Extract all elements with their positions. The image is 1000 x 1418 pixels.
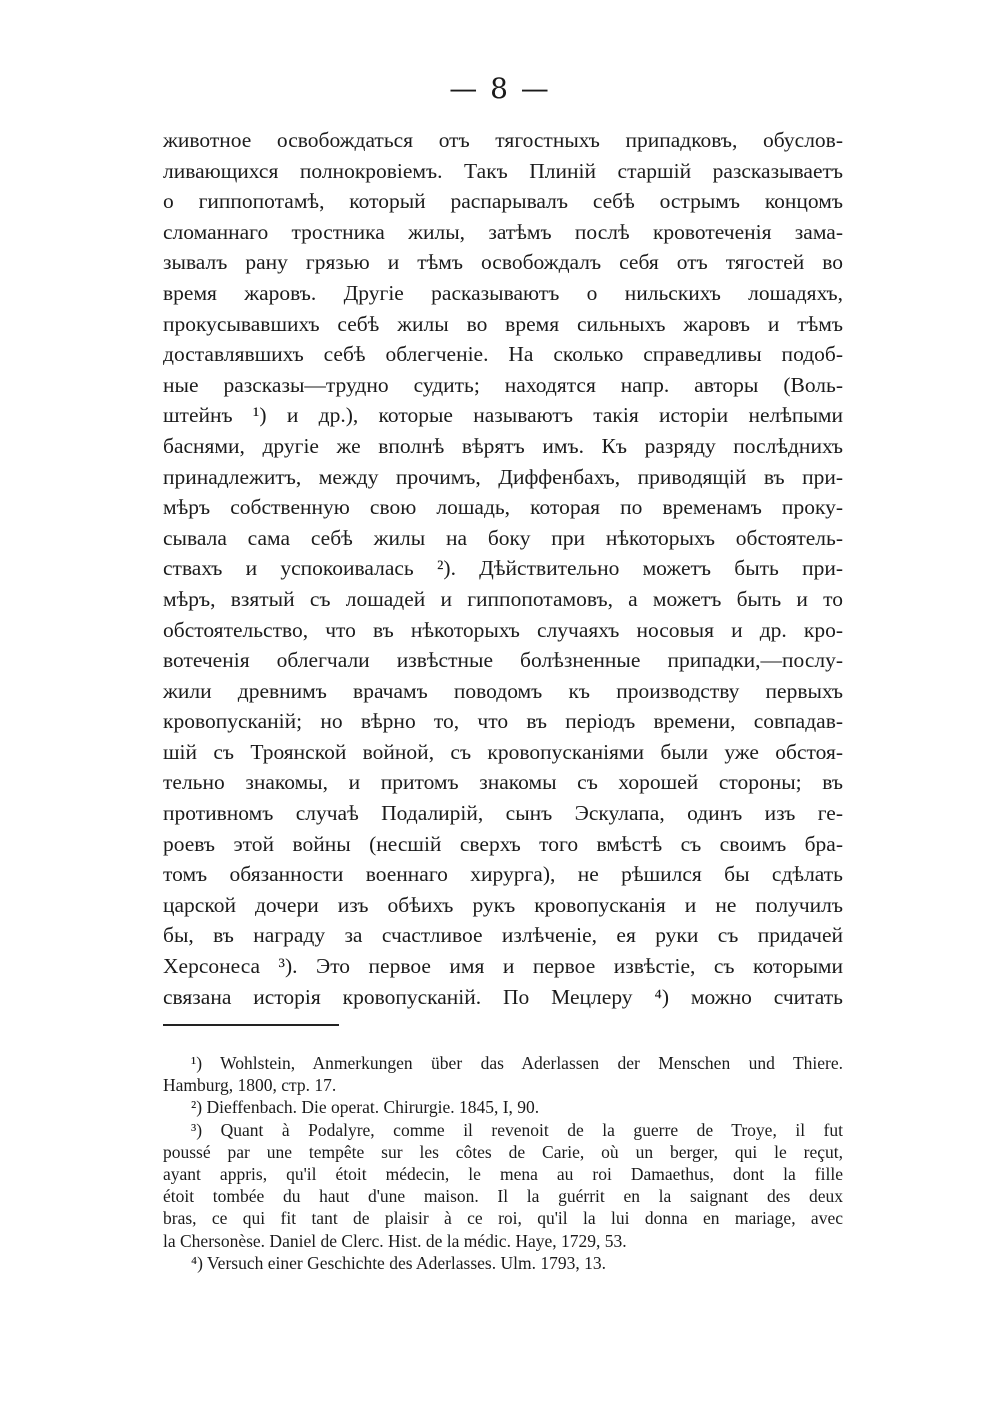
body-line: штейнъ ¹) и др.), которые называютъ такія исторіи нелѣпыми (163, 403, 843, 428)
body-line: баснями, другіе же вполнѣ вѣрятъ имъ. Къ разряду послѣднихъ (163, 433, 843, 458)
footnote-3-line: ayant appris, qu'il étoit médecin, le mena au roi Damaethus, dont la fille (163, 1163, 843, 1184)
body-line: ливающихся полнокровіемъ. Такъ Плиній старшій разсказываетъ (163, 158, 843, 183)
body-line: жили древнимъ врачамъ поводомъ къ производству первыхъ (163, 678, 843, 703)
footnote-1-line: ¹) Wohlstein, Anmerkungen über das Aderlassen der Menschen und Thiere. (191, 1053, 843, 1073)
body-line: прокусывавшихъ себѣ жилы во время сильныхъ жаровъ и тѣмъ (163, 311, 843, 336)
footnote-3-line: étoit tombée du haut d'une maison. Il la guérrit en la saignant des deux (163, 1186, 843, 1207)
footnote-3-line: poussé par une tempête sur les côtes de Carie, où un berger, qui le reçut, (163, 1141, 843, 1162)
body-line: Херсонеса ³). Это первое имя и первое извѣстіе, съ которыми (163, 954, 843, 979)
footnote-2: ²) Dieffenbach. Die operat. Chirurgie. 1845, I, 90. (191, 1097, 540, 1118)
footnotes (163, 1052, 843, 1274)
body-line: принадлежитъ, между прочимъ, Диффенбахъ, приводящій въ при- (163, 464, 843, 489)
body-line: тельно знакомы, и притомъ знакомы съ хорошей стороны; въ (163, 770, 843, 795)
footnote-3-line: ³) Quant à Podalyre, comme il revenoit de la guerre de Troye, il fut (191, 1119, 843, 1140)
body-line: томъ обязанности военнаго хирурга), не рѣшился бы сдѣлать (163, 862, 843, 887)
body-line: животное освобождаться отъ тягостныхъ припадковъ, обуслов- (163, 128, 843, 152)
body-line: ные разсказы—трудно судить; находятся напр. авторы (Воль- (163, 372, 843, 397)
body-line: царской дочери изъ обѣихъ рукъ кровопусканія и не получилъ (163, 892, 843, 917)
body-line: роевъ этой войны (несшій сверхъ того вмѣстѣ съ своимъ бра- (163, 831, 843, 856)
footnote-4: ⁴) Versuch einer Geschichte des Aderlasses. Ulm. 1793, 13. (191, 1252, 606, 1273)
body-line: сломаннаго тростника жилы, затѣмъ послѣ кровотеченія зама- (163, 219, 843, 244)
body-line: сывала сама себѣ жилы на боку при нѣкоторыхъ обстоятель- (163, 525, 843, 550)
body-line: вотеченія облегчали извѣстные болѣзненные припадки,—послу- (163, 648, 843, 673)
body-line: о гиппопотамѣ, который распарывалъ себѣ острымъ концомъ (163, 189, 843, 214)
body-line: бы, въ награду за счастливое излѣченіе, ея руки съ придачей (163, 923, 843, 948)
body-line: кровопусканій; но вѣрно то, что въ періодъ времени, совпадав- (163, 709, 843, 734)
body-line: ствахъ и успокоивалась ²). Дѣйствительно можетъ быть при- (163, 556, 843, 581)
body-line: шій съ Троянской войной, съ кровопусканіями были уже обстоя- (163, 739, 843, 764)
body-line: время жаровъ. Другіе расказываютъ о нильскихъ лошадяхъ, (163, 280, 843, 305)
body-line: зывалъ рану грязью и тѣмъ освобождалъ себя отъ тягостей во (163, 250, 843, 275)
body-line: мѣръ, взятый съ лошадей и гиппопотамовъ, а можетъ быть и то (163, 586, 843, 611)
body-line: противномъ случаѣ Подалирій, сынъ Эскулапа, одинъ изъ ге- (163, 801, 843, 826)
footnote-3-line: la Chersonèse. Daniel de Clerc. Hist. de la médic. Haye, 1729, 53. (163, 1230, 627, 1251)
footnote-divider (163, 1024, 339, 1026)
footnote-3-line: bras, ce qui fit tant de plaisir à ce roi, qu'il la lui donna en mariage, avec (163, 1208, 843, 1229)
footnote-1-line: Hamburg, 1800, стр. 17. (163, 1075, 337, 1096)
body-line: доставлявшихъ себѣ облегченіе. На сколько справедливы подоб- (163, 342, 843, 367)
body-line: обстоятельство, что въ нѣкоторыхъ случаяхъ носовыя и др. кро- (163, 617, 843, 642)
body-line: связана исторія кровопусканій. По Мецлеру ⁴) можно считать (163, 984, 843, 1009)
body-line: мѣръ собственную свою лошадь, которая по временамъ проку- (163, 495, 843, 520)
body-text (163, 125, 843, 1012)
page-number: — 8 — (449, 72, 551, 105)
